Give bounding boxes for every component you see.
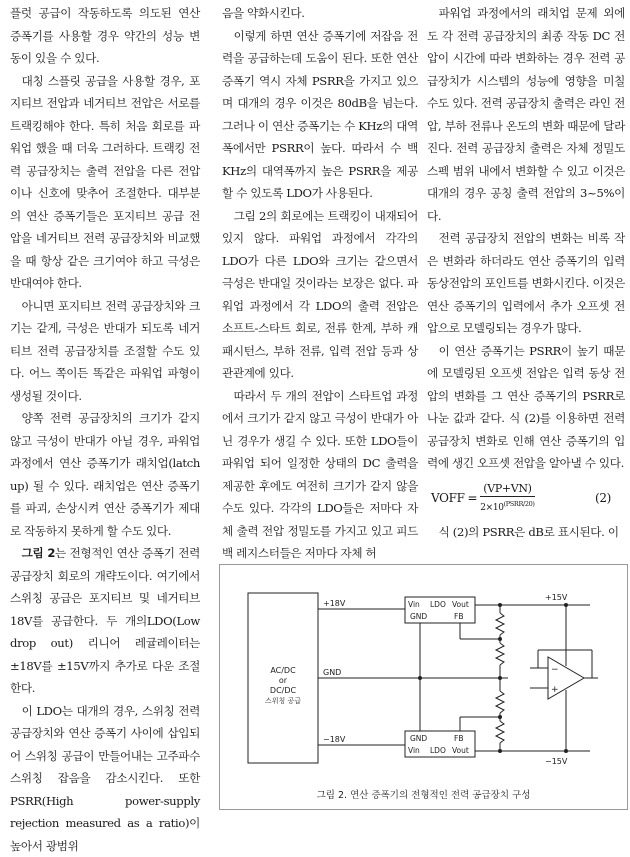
equation-denominator: $2\times 10^{(PSRR/20)}$ [480,497,534,515]
paragraph: 대칭 스플릿 공급을 사용할 경우, 포지티브 전압과 네거티브 전압은 서로를 트랙킹해야 한다. 특히 처음 회로를 파워업 했을 때 더욱 그러하다. 트랙킹 전력 공급장치는 출력 전압을 다른 전압이나 신호에 맞추어 조절한다. 대부분의 연산 증폭기들은 포지티브 공급 전압을 네거티브 전력 공급장치와 비교했을 때 항상 같은 크기여야 하고 극성은 반대여야 한다. [10,70,200,295]
equation-equals: = [468,487,478,510]
ldo-bottom-vout: Vout [452,746,469,755]
ldo-bottom-gnd: GND [410,734,427,743]
paragraph: 아니면 포지티브 전력 공급장치와 크기는 같게, 극성은 반대가 되도록 네거티브 전력 공급장치를 조절할 수도 있다. 어느 쪽이든 똑같은 파워업 파형이 생성될 것이다. [10,295,200,408]
circuit-diagram [220,565,627,809]
supply-label-1: AC/DC [270,666,296,675]
paragraph: 음을 약화시킨다. [222,2,418,25]
ldo-top-vin: Vin [408,600,420,609]
resistor-top-1 [496,613,504,635]
supply-label-2: or [279,676,288,685]
equation-numerator: (VP+VN) [481,482,533,496]
supply-label-4: 스위칭 공급 [265,696,301,705]
rail-gnd-label: GND [323,668,341,677]
paragraph: 이 LDO는 대개의 경우, 스위칭 전력 공급장치와 연산 증폭기 사이에 삽입되어 스위칭 공급이 만들어내는 고주파수 스위칭 잡음을 감소시킨다. 또한 PSRR(High power-supply rejection measured as a ratio)이 높아서 광범위 [10,700,200,857]
opamp-minus: − [551,665,559,675]
paragraph: 그림 2의 회로에는 트랙킹이 내재되어 있지 않다. 파워업 과정에서 각각의 LDO가 다른 LDO와 크기는 같으면서 극성은 반대일 것이라는 보장은 없다. 파워업 과정에서 각 LDO의 출력 전압은 소프트-스타트 회로, 전류 한계, 부하 캐패시턴스, 부하 전류, 입력 전압 등과 상관관계에 있다. [222,205,418,385]
opamp-plus: + [551,685,559,695]
ldo-top-gnd: GND [410,612,427,621]
paragraph: 이렇게 하면 연산 증폭기에 저잡음 전력을 공급하는데 도움이 된다. 또한 연산 증폭기 역시 자체 PSRR을 가지고 있으며 대개의 경우 이것은 80dB을 넘는다. 그러나 이 연산 증폭기는 수 KHz의 대역폭에서만 PSRR이 높다. 따라서 수 백 KHz의 대역폭까지 높은 PSRR을 제공할 수 있도록 LDO가 사용된다. [222,25,418,205]
paragraph: 파워업 과정에서의 래치업 문제 외에도 각 전력 공급장치의 최종 작동 DC 전압이 시간에 따라 변화하는 경우 전력 공급장치가 시스템의 성능에 영향을 미칠 수도 있다. 전력 공급장치 출력은 라인 전압, 부하 전류나 온도의 변화 때문에 달라진다. 전력 공급장치 출력은 자체 정밀도 스펙 범위 내에서 변화할 수 있고 이것은 대개의 경우 공칭 출력 전압의 3~5%이다. [427,2,625,227]
rail-pos-label: +18V [323,599,346,608]
supply-label-3: DC/DC [270,686,297,695]
equation-exponent: (PSRR/20) [504,500,535,508]
paragraph: 식 (2)의 PSRR은 dB로 표시된다. 이 [427,521,625,544]
ldo-top-ldo: LDO [430,600,446,609]
equation-fraction [480,482,534,515]
paragraph: 이 연산 증폭기는 PSRR이 높기 때문에 모델링된 오프셋 전압은 입력 동상 전압의 변화를 그 연산 증폭기의 PSRR로 나눈 값과 같다. 식 (2)를 이용하면 전력 공급장치 변화로 인해 연산 증폭기의 입력에 생긴 오프셋 전압을 알아낼 수 있다. [427,340,625,475]
paragraph: 그림 2는 전형적인 연산 증폭기 전력 공급장치 회로의 개략도이다. 여기에서 스위칭 공급은 포지티브 및 네거티브 18V를 공급한다. 두 개의LDO(Low drop out) 리니어 레귤레이터는 ±18V를 ±15V까지 추가로 다운 조절한다. [10,542,200,700]
equation-number: (2) [595,487,611,510]
figure-caption: 그림 2. 연산 증폭기의 전형적인 전력 공급장치 구성 [220,787,627,801]
equation-2 [427,479,625,519]
rail-neg-label: −18V [323,735,346,744]
column-2 [222,2,418,565]
ldo-bottom-vin: Vin [408,746,420,755]
ldo-bottom-ldo: LDO [430,746,446,755]
figure-2 [219,564,628,810]
ldo-bottom-fb: FB [454,734,463,743]
resistor-bottom-2 [496,721,504,743]
column-3 [427,2,625,543]
out-pos-label: +15V [545,593,568,602]
paragraph: 플럿 공급이 작동하도록 의도된 연산 증폭기를 사용할 경우 약간의 성능 변동이 있을 수 있다. [10,2,200,70]
ldo-top-fb: FB [454,612,463,621]
out-neg-label: −15V [545,757,568,766]
resistor-top-2 [496,643,504,665]
ldo-top-vout: Vout [452,600,469,609]
paragraph: 전력 공급장치 전압의 변화는 비록 작은 변화라 하더라도 연산 증폭기의 입력 동상전압의 포인트를 변화시킨다. 이것은 연산 증폭기의 입력에서 추가 오프셋 전압으로 모델링되는 경우가 많다. [427,227,625,340]
paragraph: 따라서 두 개의 전압이 스타트업 과정에서 크기가 같지 않고 극성이 반대가 아닌 경우가 생길 수 있다. 또한 LDO들이 파워업 되어 일정한 상태의 DC 출력을 제공한 후에도 여전히 크기가 같지 않을 수도 있다. 각각의 LDO들은 저마다 자체 출력 전압 정밀도를 가지고 있고 피드백 레지스터들은 저마다 자체 허 [222,385,418,565]
figure-reference: 그림 2 [22,546,55,560]
resistor-bottom-1 [496,691,504,713]
paragraph: 양쪽 전력 공급장치의 크기가 같지 않고 극성이 반대가 아닐 경우, 파워업 과정에서 연산 증폭기가 래치업(latch up) 될 수 있다. 래치업은 연산 증폭기를 파괴, 손상시켜 연산 증폭기가 제대로 작동하지 못하게 할 수도 있다. [10,407,200,542]
equation-lhs: VOFF [431,487,465,510]
column-1 [10,2,200,857]
